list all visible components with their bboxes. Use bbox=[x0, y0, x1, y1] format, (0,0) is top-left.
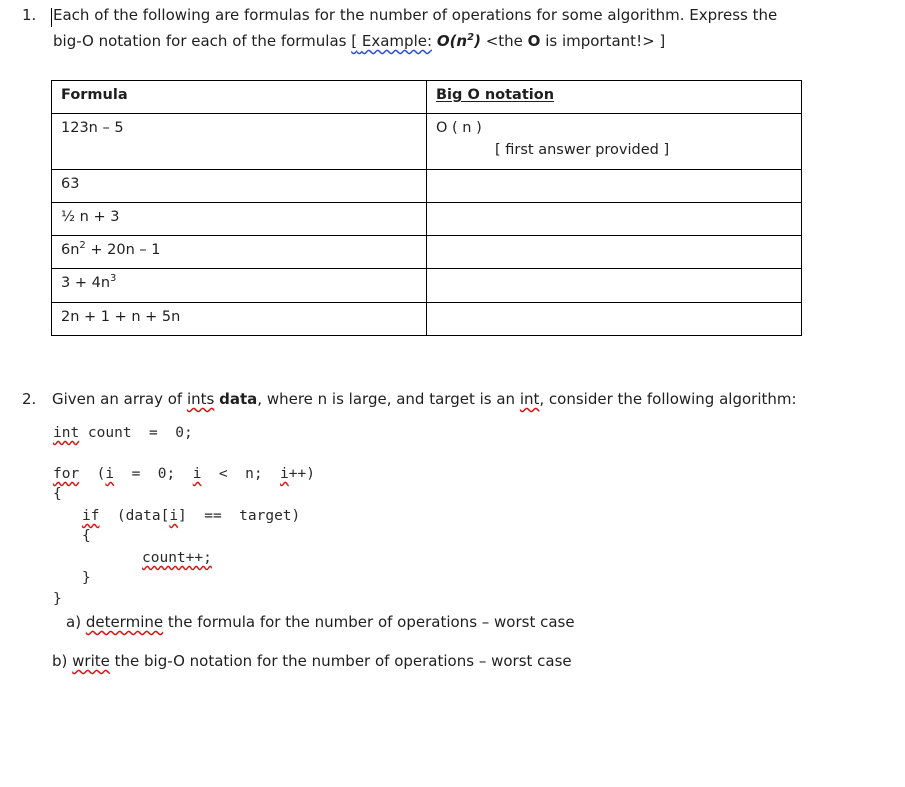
code-l2-b: = 0; bbox=[114, 466, 193, 482]
answer-cell[interactable] bbox=[427, 170, 802, 203]
formula-exponent: 2 bbox=[79, 240, 86, 251]
code-line-2 bbox=[53, 464, 315, 484]
part-a-word: determine bbox=[85, 613, 164, 631]
code-line-4 bbox=[82, 506, 300, 526]
example-close: ) bbox=[474, 32, 481, 50]
formula-base: 6n bbox=[61, 242, 80, 258]
note-o: O bbox=[527, 32, 541, 50]
code-line-3: { bbox=[53, 486, 62, 502]
answer-cell[interactable] bbox=[427, 114, 802, 170]
answer-cell[interactable] bbox=[427, 236, 802, 269]
code-l2-d: ++) bbox=[288, 466, 315, 482]
code-l2-a: ( bbox=[79, 466, 106, 482]
formula-cell: 123n – 5 bbox=[52, 114, 427, 170]
answer-cell[interactable] bbox=[427, 269, 802, 303]
table-row bbox=[52, 303, 802, 336]
intro-ints: ints bbox=[186, 390, 215, 408]
header-big-o: Big O notation bbox=[427, 81, 802, 114]
code-l2-i2: i bbox=[192, 466, 202, 482]
formula-cell bbox=[52, 236, 427, 269]
part-b-prefix: b) bbox=[52, 652, 73, 670]
answer-note: [ first answer provided ] bbox=[495, 142, 670, 158]
formula-cell: 2n + 1 + n + 5n bbox=[52, 303, 427, 336]
q2-intro bbox=[52, 389, 797, 409]
example-word: Example: bbox=[361, 32, 433, 50]
answer-cell[interactable] bbox=[427, 303, 802, 336]
code-l4-b: ] == target) bbox=[178, 508, 301, 524]
code-l2-i1: i bbox=[105, 466, 115, 482]
header-formula: Formula bbox=[52, 81, 427, 114]
code-kw-if: if bbox=[82, 508, 100, 524]
formula-table bbox=[51, 80, 802, 336]
formula-cell: ½ n + 3 bbox=[52, 203, 427, 236]
code-l4-i: i bbox=[169, 508, 179, 524]
example-label bbox=[351, 32, 432, 50]
intro-d: , consider the following algorithm: bbox=[539, 390, 797, 408]
part-b-word: write bbox=[72, 652, 110, 670]
table-row bbox=[52, 203, 802, 236]
q1-text-line2 bbox=[53, 31, 665, 51]
part-b-rest: the big-O notation for the number of operations – worst case bbox=[109, 652, 572, 670]
note-rest: is important!> ] bbox=[540, 32, 666, 50]
formula-cell bbox=[52, 269, 427, 303]
answer-value: O ( n ) bbox=[436, 120, 482, 136]
note-open: <the bbox=[480, 32, 528, 50]
intro-int: int bbox=[519, 390, 540, 408]
q1-number: 1. bbox=[22, 6, 37, 24]
code-kw-for: for bbox=[53, 466, 80, 482]
code-count-increment: count++; bbox=[142, 550, 212, 566]
intro-data: data bbox=[219, 390, 258, 408]
example-o: O(n bbox=[436, 32, 468, 50]
code-l2-i3: i bbox=[280, 466, 289, 482]
code-l4-a: (data[ bbox=[99, 508, 170, 524]
q1-line2-prefix: big-O notation for each of the formulas bbox=[53, 32, 352, 50]
table-row bbox=[52, 170, 802, 203]
code-l2-c: < n; bbox=[201, 466, 281, 482]
formula-exponent: 3 bbox=[110, 273, 117, 284]
table-row bbox=[52, 114, 802, 170]
answer-cell[interactable] bbox=[427, 203, 802, 236]
q1-text-line1: Each of the following are formulas for the number of operations for some algorithm. Express the bbox=[53, 6, 778, 24]
part-a-prefix: a) bbox=[66, 613, 86, 631]
code-line-6 bbox=[142, 548, 212, 568]
intro-c: , where n is large, and target is an bbox=[257, 390, 520, 408]
q2-part-a bbox=[66, 612, 575, 632]
text-cursor bbox=[51, 8, 52, 27]
code-kw-int: int bbox=[53, 425, 80, 441]
example-exponent: 2 bbox=[467, 32, 475, 43]
intro-a: Given an array of bbox=[52, 390, 187, 408]
q2-part-b bbox=[52, 651, 572, 671]
example-bracket: [ bbox=[351, 32, 358, 50]
q2-number: 2. bbox=[22, 390, 37, 408]
code-line-7: } bbox=[82, 570, 91, 586]
code-line-5: { bbox=[82, 528, 91, 544]
code-line-8: } bbox=[53, 591, 62, 607]
formula-base: 3 + 4n bbox=[61, 275, 111, 291]
formula-cell: 63 bbox=[52, 170, 427, 203]
part-a-rest: the formula for the number of operations – worst case bbox=[163, 613, 575, 631]
code-l1-rest: count = 0; bbox=[79, 425, 193, 441]
table-row bbox=[52, 269, 802, 303]
table-row bbox=[52, 236, 802, 269]
table-header-row bbox=[52, 81, 802, 114]
formula-rest: + 20n – 1 bbox=[85, 242, 161, 258]
code-line-1 bbox=[53, 423, 193, 443]
